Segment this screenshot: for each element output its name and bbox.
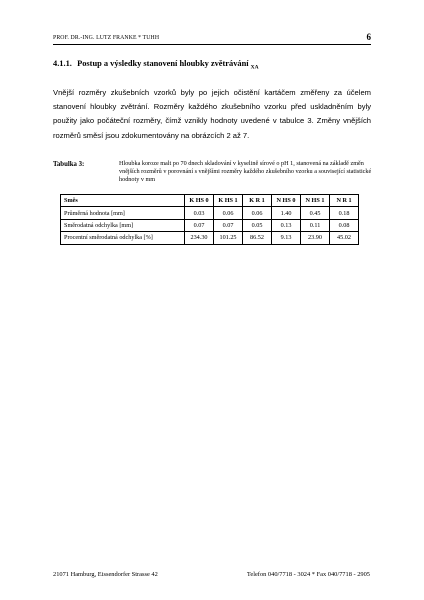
table-header-cell: K HS 1: [214, 195, 243, 207]
table-cell: 0.06: [243, 207, 272, 219]
row-label: Průměrná hodnota [mm]: [61, 207, 185, 219]
row-label: Procentní směrodatná odchylka [%]: [61, 232, 185, 244]
table-cell: 101.25: [214, 232, 243, 244]
table-header-cell: N HS 1: [301, 195, 330, 207]
page-header: [53, 34, 371, 45]
table-cell: 45.02: [330, 232, 359, 244]
table-header-cell: K HS 0: [185, 195, 214, 207]
footer-address: 21071 Hamburg, Eissendorfer Strasse 42: [53, 571, 158, 578]
results-table: [60, 194, 359, 245]
page-number: 6: [366, 32, 371, 42]
table-caption-text: Hloubka koroze malt po 70 dnech skladování v kyselině sírové o pH 1, stanovená na základě změn vnějších rozměrů v porovnání s vnějšími rozměry každého zkušebního vzorku a související statistické hodnoty v mm: [119, 160, 372, 183]
table-cell: 0.18: [330, 207, 359, 219]
table-cell: 86.52: [243, 232, 272, 244]
section-title: Postup a výsledky stanovení hloubky zvětrávání: [77, 59, 249, 68]
table-cell: 234.30: [185, 232, 214, 244]
table-cell: 0.11: [301, 219, 330, 231]
table-cell: 1.40: [272, 207, 301, 219]
section-title-subscript: XA: [250, 64, 259, 71]
body-paragraph: Vnější rozměry zkušebních vzorků byly po jejich očistění kartáčem změřeny za účelem stanovení hloubky zvětrání. Rozměry každého zkušebního vzorku před uskladněním byly použity jako počáteční rozměry, čímž vznikly hodnoty uvedené v tabulce 3. Změny vnějších rozměrů směsí jsou zdokumentovány na obrázcích 2 až 7.: [53, 88, 371, 140]
row-label: Směrodatná odchylka [mm]: [61, 219, 185, 231]
table-cell: 0.05: [243, 219, 272, 231]
table-cell: 0.07: [185, 219, 214, 231]
table-header-row: [61, 195, 359, 207]
section-number: 4.1.1.: [53, 59, 72, 68]
table-cell: 23.90: [301, 232, 330, 244]
table-header-cell: K R 1: [243, 195, 272, 207]
table-cell: 0.03: [185, 207, 214, 219]
header-author: PROF. DR.-ING. LUTZ FRANKE * TUHH: [53, 35, 160, 41]
section-heading: [53, 59, 259, 71]
table-cell: 0.13: [272, 219, 301, 231]
table-cell: 0.08: [330, 219, 359, 231]
table-row: [61, 219, 359, 231]
footer-contact: Telefon 040/7718 - 3024 * Fax 040/7718 - 2905: [246, 571, 370, 578]
table-cell: 9.13: [272, 232, 301, 244]
table-header-cell: N HS 0: [272, 195, 301, 207]
table-caption-label: Tabulka 3:: [53, 161, 85, 168]
table-header-cell: N R 1: [330, 195, 359, 207]
table-row: [61, 232, 359, 244]
table-cell: 0.06: [214, 207, 243, 219]
table-cell: 0.45: [301, 207, 330, 219]
table-row: [61, 207, 359, 219]
table-header-cell: Směs: [61, 195, 185, 207]
table-cell: 0.07: [214, 219, 243, 231]
